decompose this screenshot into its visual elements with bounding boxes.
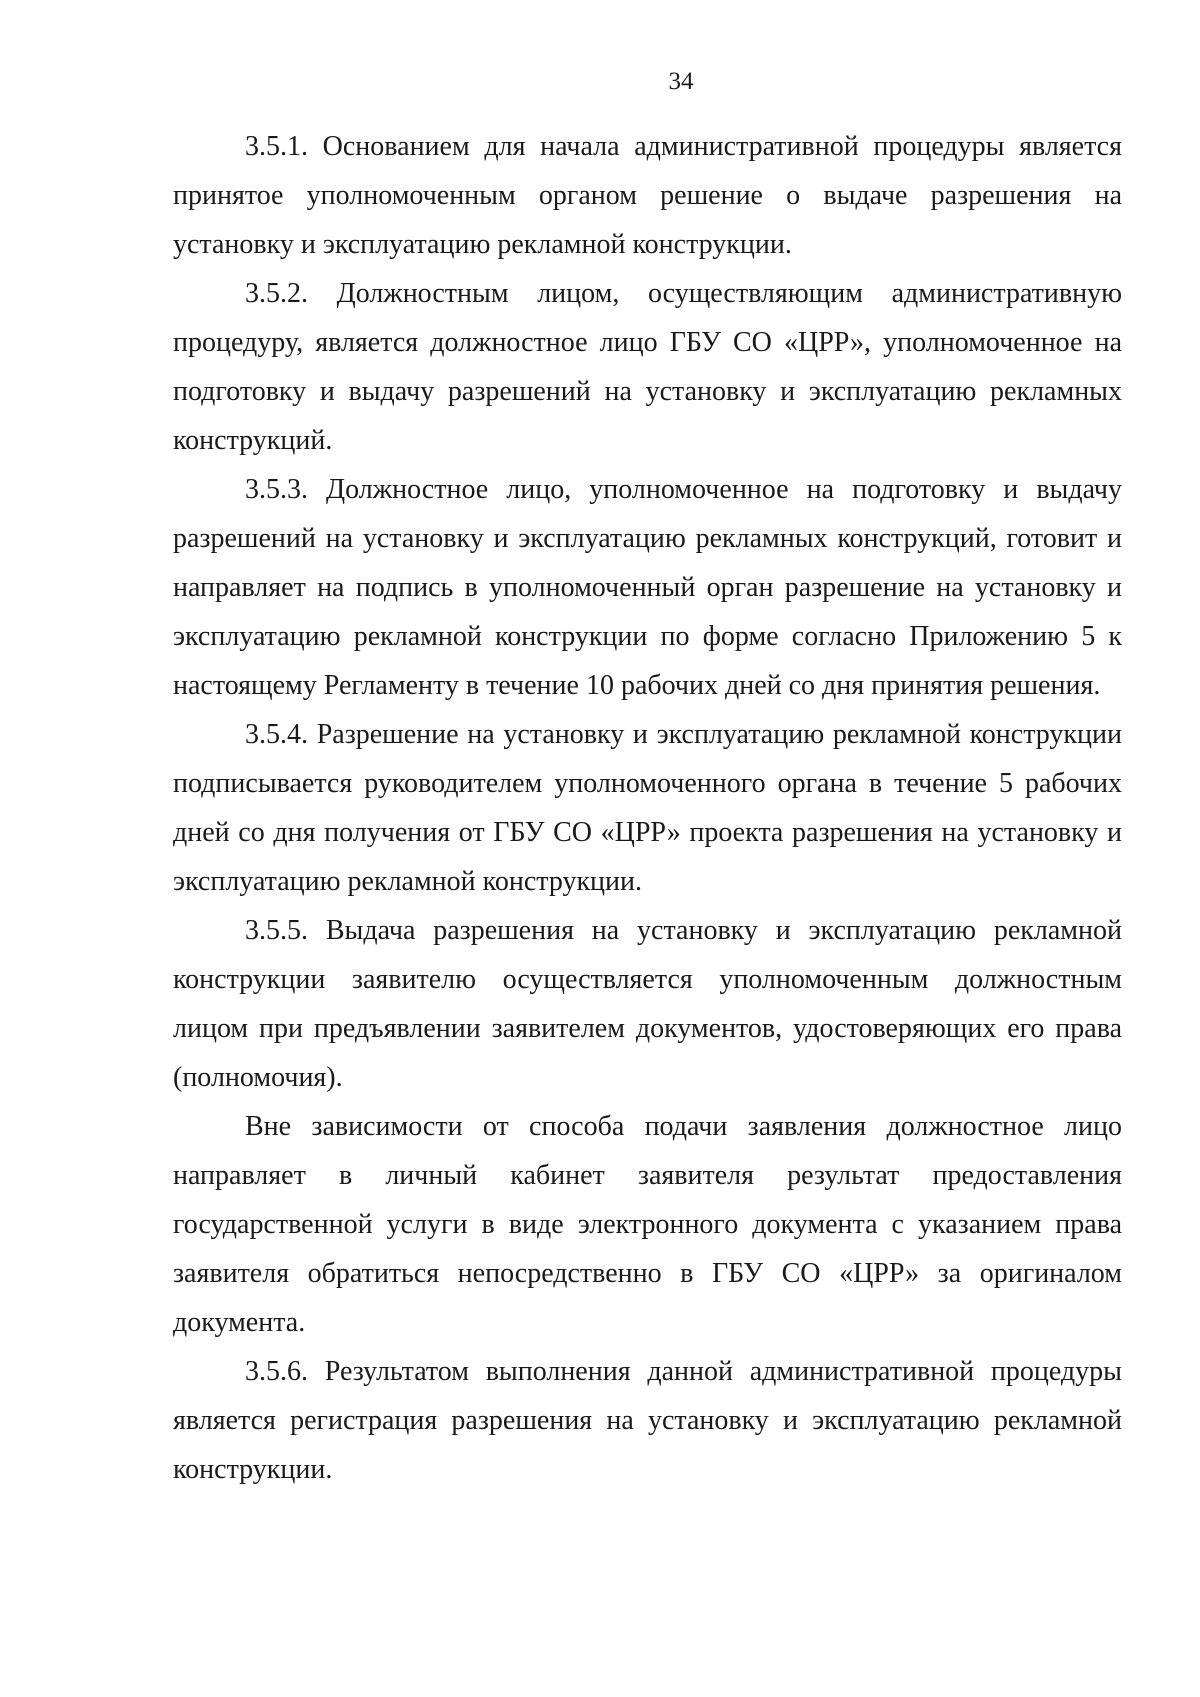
document-body (173, 122, 1122, 1494)
paragraph-electronic-delivery: Вне зависимости от способа подачи заявления должностное лицо направляет в личный кабинет заявителя результат предоставления государственной услуги в виде электронного документа с указанием права заявителя обратиться непосредственно в ГБУ СО «ЦРР» за оригиналом документа. (173, 1111, 1122, 1338)
paragraph-3-5-2: 3.5.2. Должностным лицом, осуществляющим административную процедуру, является должностное лицо ГБУ СО «ЦРР», уполномоченное на подготовку и выдачу разрешений на установку и эксплуатацию рекламных конструкций. (173, 278, 1122, 456)
page-number: 34 (668, 68, 694, 95)
paragraph-3-5-5: 3.5.5. Выдача разрешения на установку и эксплуатацию рекламной конструкции заявителю осуществляется уполномоченным должностным лицом при предъявлении заявителем документов, удостоверяющих его права (полномочия). (173, 915, 1122, 1093)
paragraph-3-5-4: 3.5.4. Разрешение на установку и эксплуатацию рекламной конструкции подписывается руководителем уполномоченного органа в течение 5 рабочих дней со дня получения от ГБУ СО «ЦРР» проекта разрешения на установку и эксплуатацию рекламной конструкции. (173, 719, 1122, 897)
paragraph-3-5-3: 3.5.3. Должностное лицо, уполномоченное на подготовку и выдачу разрешений на установку и эксплуатацию рекламных конструкций, готовит и направляет на подпись в уполномоченный орган разрешение на установку и эксплуатацию рекламной конструкции по форме согласно Приложению 5 к настоящему Регламенту в течение 10 рабочих дней со дня принятия решения. (173, 474, 1122, 701)
paragraph-3-5-1: 3.5.1. Основанием для начала административной процедуры является принятое уполномоченным органом решение о выдаче разрешения на установку и эксплуатацию рекламной конструкции. (173, 131, 1122, 260)
paragraph-3-5-6: 3.5.6. Результатом выполнения данной административной процедуры является регистрация разрешения на установку и эксплуатацию рекламной конструкции. (173, 1356, 1122, 1485)
